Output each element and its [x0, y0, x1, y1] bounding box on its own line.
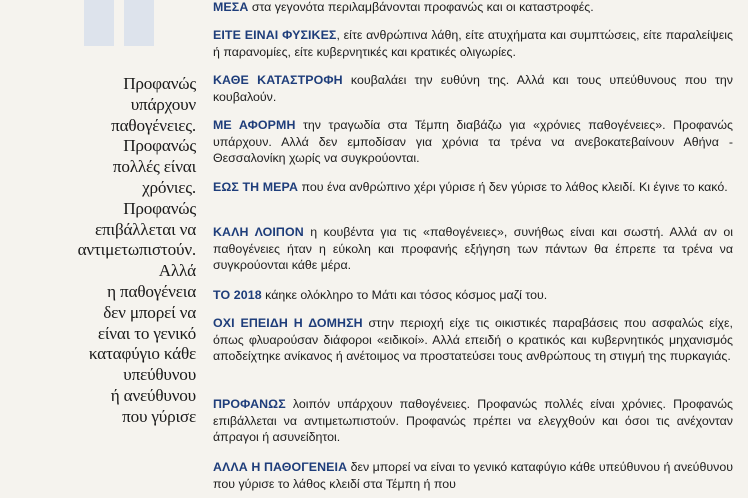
article-paragraph — [213, 287, 733, 304]
article-paragraph — [213, 459, 733, 492]
paragraph-text: κουβαλάει την ευθύνη της. Αλλά και τους υπεύθυνους που την κουβαλούν. — [213, 73, 733, 104]
pull-quote-line: υπάρχουν — [130, 94, 196, 114]
paragraph-text: κάηκε ολόκληρο το Μάτι και τόσος κόσμος μαζί του. — [261, 288, 548, 302]
pull-quote-line: που γύρισε — [122, 406, 196, 426]
paragraph-text: στην περιοχή είχε τις οικιστικές παραβάσεις που ασφαλώς είχε, όπως φλυαρούσαν διάφοροι «ειδικοί». Αλλά επειδή ο κρατικός και κυβερνητικός μηχανισμός αποδείχτηκε ανίκανος ή ανέτοιμος να προστατεύσει τους ανθρώπους τη στιγμή της πυρκαγιάς. — [213, 316, 734, 364]
paragraph-lead: ΚΑΘΕ ΚΑΤΑΣΤΡΟΦΗ — [213, 73, 343, 87]
pull-quote-line: επιβάλλεται να — [95, 219, 196, 239]
article-paragraph — [213, 396, 733, 446]
paragraph-lead: ΠΡΟΦΑΝΩΣ — [213, 397, 286, 411]
paragraph-lead: ΜΕΣΑ — [213, 0, 249, 14]
paragraph-text: στα γεγονότα περιλαμβάνονται προφανώς και οι καταστροφές. — [248, 0, 594, 14]
paragraph-lead: ΕΙΤΕ ΕΙΝΑΙ ΦΥΣΙΚΕΣ — [213, 28, 337, 42]
quote-mark-left — [84, 0, 114, 46]
paragraph-lead: ΜΕ ΑΦΟΡΜΗ — [213, 118, 296, 132]
pull-quote-line: Προφανώς — [123, 74, 196, 93]
pull-quote-line: καταφύγιο κάθε — [88, 344, 196, 364]
pull-quote-line: παθογένειες. — [111, 115, 196, 135]
paragraph-text: την τραγωδία στα Τέμπη διαβάζω για «χρόνιες παθογένειες». Προφανώς υπάρχουν. Αλλά δεν εμποδίσαν για χρόνια τα τρένα να ανεβοκατεβαίνουν Αθήνα - Θεσσαλονίκη χωρίς να συγκρούονται. — [213, 118, 733, 166]
paragraph-text: , είτε ανθρώπινα λάθη, είτε ατυχήματα και συμπτώσεις, είτε παραλείψεις ή παρανομίες, είτε κυβερνητικές και κρατικές ολιγωρίες. — [213, 28, 733, 59]
paragraph-lead: ΤΟ 2018 — [213, 288, 262, 302]
article-paragraph — [213, 72, 733, 105]
paragraph-lead: ΟΧΙ ΕΠΕΙΔΗ Η ΔΟΜΗΣΗ — [213, 316, 363, 330]
pull-quote-line: η παθογένεια — [107, 281, 196, 301]
pull-quote-line: πολλές είναι — [112, 157, 196, 177]
pull-quote-line: δεν μπορεί να — [103, 302, 196, 322]
paragraph-text: η κουβέντα για τις «παθογένειες», συνήθως είναι και σωστή. Αλλά αν οι παθογένειες ήταν η εύκολη και προφανής εξήγηση των πάντων θα έπρεπε τα τρένα να συγκρούονται κάθε μέρα. — [213, 225, 733, 273]
article-paragraph — [213, 224, 733, 274]
paragraph-lead: ΚΑΛΗ ΛΟΙΠΟΝ — [213, 225, 304, 239]
paragraph-lead: ΑΛΛΑ Η ΠΑΘΟΓΕΝΕΙΑ — [213, 460, 348, 474]
pull-quote-line: υπεύθυνου — [123, 365, 196, 385]
article-paragraph — [213, 117, 733, 167]
quote-mark-right — [124, 0, 154, 46]
paragraph-lead: ΕΩΣ ΤΗ ΜΕΡΑ — [213, 180, 299, 194]
pull-quote-line: είναι το γενικό — [97, 323, 196, 343]
pull-quote-line: Προφανώς — [123, 198, 196, 218]
article-paragraph — [213, 179, 733, 196]
pull-quote-line: χρόνιες. — [142, 177, 196, 197]
quote-mark-icon — [84, 0, 158, 46]
article-paragraph — [213, 315, 733, 365]
pull-quote — [70, 74, 196, 428]
pull-quote-line: αντιμετωπιστούν. — [77, 240, 196, 260]
article-paragraph — [213, 27, 733, 60]
paragraph-text: δεν μπορεί να είναι το γενικό καταφύγιο κάθε υπεύθυνου ή ανεύθυνου που γύρισε το λάθος κλειδί στα Τέμπη ή που — [213, 460, 733, 491]
paragraph-text: λοιπόν υπάρχουν παθογένειες. Προφανώς πολλές είναι χρόνιες. Προφανώς επιβάλλεται να αντιμετωπιστούν. Προφανώς πρέπει να ελεγχθούν και όσοι τις ανέχονταν άπραγοι ή ασυνείδητοι. — [213, 397, 733, 445]
pull-quote-line: Προφανώς — [123, 136, 196, 156]
pull-quote-line: Αλλά — [158, 261, 196, 281]
paragraph-text: που ένα ανθρώπινο χέρι γύρισε ή δεν γύρισε το λάθος κλειδί. Κι έγινε το κακό. — [298, 180, 728, 194]
pull-quote-line: ή ανεύθυνου — [110, 385, 196, 405]
article-paragraph — [213, 0, 733, 16]
